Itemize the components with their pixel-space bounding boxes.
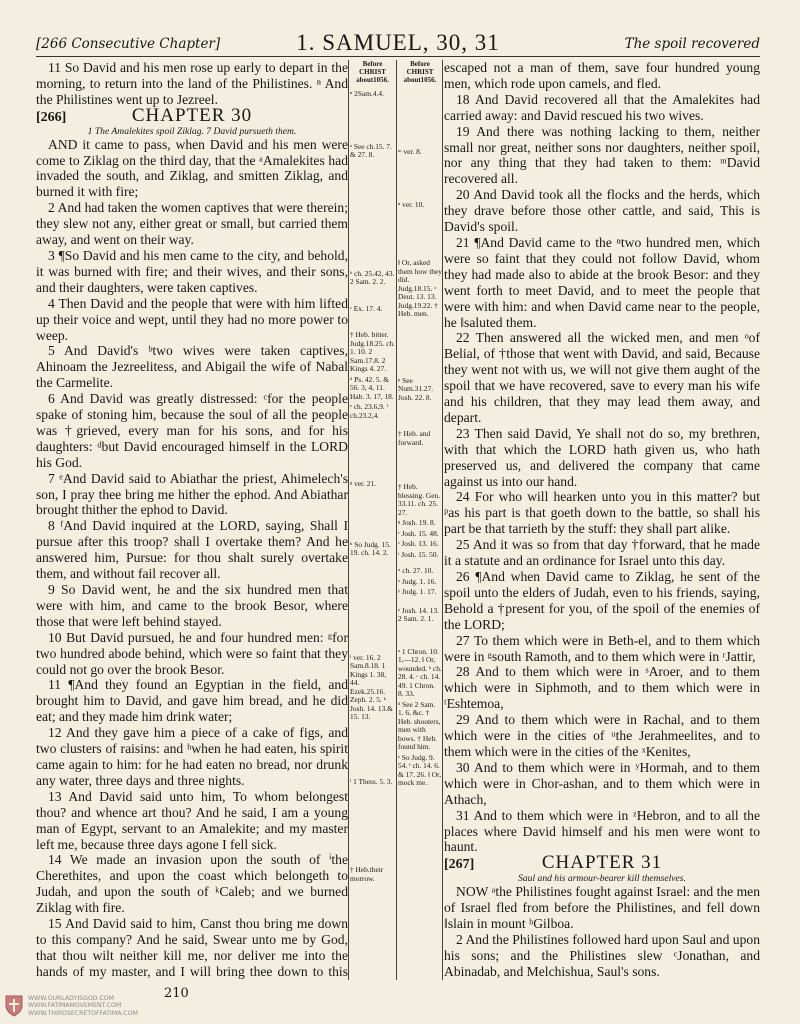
verse: 30 And to them which were in ʸHormah, and to them which were in Chor-ashan, and to them which were in Athach, — [444, 759, 760, 807]
cross-reference: ᶜ Ex. 17. 4. — [350, 303, 383, 313]
chapter-heading — [36, 104, 348, 126]
cross-reference: † Heb.their morrow. — [350, 865, 384, 883]
verse: 11 ¶And they found an Egyptian in the field, and brought him to David, and gave him bread, and he did eat; and they made him drink water; — [36, 677, 348, 725]
cross-reference: ˡ 1 Thess. 5. 3. — [350, 776, 393, 786]
verse: 9 So David went, he and the six hundred men that were with him, and came to the brook Besor, where those that were left behind stayed. — [36, 582, 348, 629]
verse: 29 And to them which were in Rachal, and to them which were in the cities of ᵘthe Jerahmeelites, and to them which were in the cities of the ˣKenites, — [444, 712, 760, 759]
chapter-title: CHAPTER 31 — [541, 852, 663, 874]
verse: AND it came to pass, when David and his men were come to Ziklag on the third day, that the ᵃAmalekites had invaded the south, and Ziklag, and smitten Ziklag, and burned it with fire; — [36, 136, 348, 200]
shield-logo-icon — [4, 994, 24, 1018]
footer-url-list — [28, 995, 138, 1018]
verse: 10 But David pursued, he and four hundred men: ᵍfor two hundred abode behind, which were so faint that they could not go over the brook Besor. — [36, 629, 348, 677]
footer-url: WWW.OURLADYISGOD.COM — [28, 994, 115, 1002]
cross-reference: ⁿ ver. 10. — [398, 199, 425, 209]
cross-reference: ⁱ ver. 16. 2 Sam.8.18. 1 Kings 1. 38, 44. Ezek.25.16. Zeph. 2. 5. ᵏ Josh. 14. 13.& 15. 13. — [350, 652, 393, 721]
verse: 25 And it was so from that day †forward, that he made it a statute and an ordinance for Israel unto this day. — [444, 537, 760, 569]
verse: 22 Then answered all the wicked men, and men ᵒof Belial, of †those that went with David, and said, Because they went not with us, we will not give them aught of the spoil that we have recovered, save to every man his wife and his children, that they may lead them away, and depart. — [444, 330, 760, 425]
cross-reference: ᵘ ch. 27. 10. — [398, 566, 434, 575]
verse: NOW ᵃthe Philistines fought against Israel: and the men of Israel fled from before the Philistines, and fell down ‖slain in mount ᵇGilboa. — [444, 884, 760, 932]
left-text-column — [36, 60, 348, 980]
cross-reference: ᵍ Josh. 19. 8. — [398, 518, 436, 527]
date-heading: Before CHRIST about1056. — [356, 60, 389, 84]
verse: 18 And David recovered all that the Amalekites had carried away: and David rescued his two wives. — [444, 91, 760, 123]
verse: 2 And had taken the women captives that were therein; they slew not any, either great or small, but carried them away, and went on their way. — [36, 200, 348, 248]
consecutive-chapter-number: [266] — [36, 109, 67, 125]
footer-url: WWW.THIRDSECRETOFFATIMA.COM — [28, 1009, 138, 1017]
verse: 12 And they gave him a piece of a cake of figs, and two clusters of raisins: and ʰwhen he had eaten, his spirit came again to him: for he had eaten no bread, nor drunk any water, three days and three nights. — [36, 725, 348, 788]
verse: 7 ᵉAnd David said to Abiathar the priest, Ahimelech's son, I pray thee bring me hither the ephod. And Abiathar brought thither the ephod to David. — [36, 470, 348, 518]
verse: 2 And the Philistines followed hard upon Saul and upon his sons; and the Philistines slew ᶜJonathan, and Abinadab, and Melchishua, Saul's sons. — [444, 931, 760, 979]
cross-reference: ᵃ See ch.15. 7. & 27. 8. — [350, 141, 392, 159]
column-rule — [396, 60, 397, 980]
verse: 27 To them which were in Beth-el, and to them which were in ᵍsouth Ramoth, and to them which were in ʳJattir, — [444, 632, 760, 664]
verse: 4 Then David and the people that were with him lifted up their voice and wept, until they had no more power to weep. — [36, 295, 348, 343]
verse: 21 ¶And David came to the ⁿtwo hundred men, which were so faint that they could not follow David, whom they had made also to abide at the brook Besor: and they went forth to meet David, and to meet the people that were with him: and when David came near to the people, he ‖saluted them. — [444, 234, 760, 330]
cross-reference-margin-left — [350, 60, 395, 980]
column-rule — [348, 60, 349, 980]
verse: 28 And to them which were in ˢAroer, and to them which were in Siphmoth, and to them which were in ᵗEshtemoa, — [444, 664, 760, 712]
chapter-summary: Saul and his armour-bearer kill themselves. — [518, 873, 686, 885]
cross-reference: ˣ Judg. 1. 16. — [398, 576, 437, 586]
cross-reference: ʳ Josh. 15. 48. — [398, 528, 439, 538]
cross-reference: ᵖ See Num.31.27. Josh. 22. 8. — [398, 375, 434, 402]
verse: 3 ¶So David and his men came to the city, and behold, it was burned with fire; and their wives, and their sons, and their daughters, were taken captives. — [36, 247, 348, 295]
cross-reference: † Heb. bitter. Judg.18.25. ch. 1. 10. 2 Sam.17.8. 2 Kings 4. 27. — [350, 330, 395, 373]
verse: 6 And David was greatly distressed: ᶜfor the people spake of stoning him, because the soul of all the people was †grieved, every man for his sons, and for his daughters: ᵈbut David encouraged himself in the LORD his God. — [36, 391, 348, 470]
header-consecutive-chapter: [266 Consecutive Chapter] — [36, 36, 221, 52]
cross-reference: † Heb. blessing. Gen. 33.11. ch. 25. 27. — [398, 482, 441, 517]
cross-reference: † Heb. and forward. — [398, 429, 431, 447]
chapter-title: CHAPTER 30 — [131, 104, 253, 126]
verse: 8 ᶠAnd David inquired at the LORD, saying, Shall I pursue after this troop? shall I overtake them? And he answered him, Pursue: for thou shalt surely overtake them, and without fail recover all. — [36, 518, 348, 582]
cross-reference: ᵉ ch. 23.6,9. ᶠ ch.23.2,4. — [350, 402, 389, 420]
cross-reference: ʰ So Judg. 15. 19. ch. 14. 2. — [350, 539, 391, 557]
cross-reference: ᵈ Ps. 42. 5. & 56. 3, 4, 11. Hab. 3. 17, 18. — [350, 374, 394, 401]
verse: 26 ¶And when David came to Ziklag, he sent of the spoil unto the elders of Judah, even to his friends, saying, Behold a †present for you, of the spoil of the enemies of the LORD; — [444, 569, 760, 632]
consecutive-chapter-number: [267] — [444, 857, 475, 873]
cross-reference: ⁿ 2Sam.4.4. — [350, 89, 384, 98]
verse: 13 And David said unto him, To whom belongest thou? and whence art thou? And he said, I am a young man of Egypt, servant to an Amalekite; and my master left me, because three days agone I fell sick. — [36, 788, 348, 852]
cross-reference: ᶻ Josh. 14. 13. 2 Sam. 2. 1. — [398, 605, 440, 623]
cross-reference-margin-right — [398, 60, 442, 980]
column-rule — [442, 60, 443, 980]
cross-reference: ˢ Josh. 13. 16. — [398, 539, 439, 548]
cross-reference: ᵇ ch. 25.42, 43. 2 Sam. 2. 2. — [350, 268, 395, 286]
footer-url: WWW.FATIMAMOVEMENT.COM — [28, 1002, 122, 1010]
right-text-column — [444, 60, 760, 980]
verse: 31 And to them which were in ᶻHebron, and to all the places where David himself and his men were wont to haunt. — [444, 807, 760, 855]
verse: 15 And David said to him, Canst thou bring me down to this company? And he said, Swear unto me by God, that thou wilt neither kill me, nor deliver me into the hands of my master, and I will bring thee down to this — [36, 916, 348, 979]
cross-reference: ᵗ Josh. 15. 50. — [398, 549, 439, 559]
header-topic: The spoil recovered — [624, 36, 760, 52]
verse: 11 So David and his men rose up early to depart in the morning, to return into the land of the Philistines. ⁿ And the Philistines went up to Jezreel. — [36, 60, 348, 107]
header-book-title: 1. SAMUEL, 30, 31 — [296, 30, 500, 55]
verse: escaped not a man of them, save four hundred young men, which rode upon camels, and fled. — [444, 60, 760, 91]
verse: 24 For who will hearken unto you in this matter? but ᵖas his part is that goeth down to the battle, so shall his part be that tarrieth by the stuff: they shall part alike. — [444, 489, 760, 537]
verse: 20 And David took all the flocks and the herds, which they drave before those other cattle, and said, This is David's spoil. — [444, 187, 760, 235]
verse: 19 And there was nothing lacking to them, neither small nor great, neither sons nor daughters, neither spoil, nor any thing that they had taken to them: ᵐDavid recovered all. — [444, 123, 760, 187]
verse: 23 Then said David, Ye shall not do so, my brethren, with that which the LORD hath given us, who hath preserved us, and delivered the company that came against us into our hand. — [444, 425, 760, 489]
cross-reference: ᵃ 1 Chron. 10. 1,—12. ‖ Or, wounded. ᵇ ch. 28. 4. ᶜ ch. 14. 49. 1 Chron. 8. 33. — [398, 646, 442, 698]
date-heading: Before CHRIST about1056. — [403, 60, 437, 84]
verse: 5 And David's ᵇtwo wives were taken captives, Ahinoam the Jezreelitess, and Abigail the wife of Nabal the Carmelite. — [36, 343, 348, 391]
cross-reference: ʸ Judg. 1. 17. — [398, 587, 437, 596]
running-header — [36, 30, 760, 57]
chapter-summary: 1 The Amalekites spoil Ziklag. 7 David pursueth them. — [87, 125, 297, 137]
watermark-footer — [4, 994, 138, 1018]
cross-reference: ᵍ ver. 21. — [350, 479, 377, 488]
chapter-heading — [444, 852, 760, 874]
cross-reference: ᵈ See 2 Sam. 1. 6, &c. † Heb. shooters, men with bows. † Heb. found him. — [398, 699, 441, 751]
verse: 14 We made an invasion upon the south of ⁱthe Cherethites, and upon the coast which belongeth to Judah, and upon the south of ᵏCaleb; and we burned Ziklag with fire. — [36, 852, 348, 916]
page-number: 210 — [164, 986, 189, 1001]
cross-reference: ‖ Or, asked them how they did. Judg.18.15. ᵒ Deut. 13. 13. Judg.19.22. † Heb. men. — [398, 258, 442, 318]
cross-reference: ᵉ So Judg. 9. 54. ᶠ ch. 14. 6. & 17. 26. ‖ Or, mock me. — [398, 752, 442, 787]
cross-reference: ᵐ ver. 8. — [398, 147, 422, 156]
